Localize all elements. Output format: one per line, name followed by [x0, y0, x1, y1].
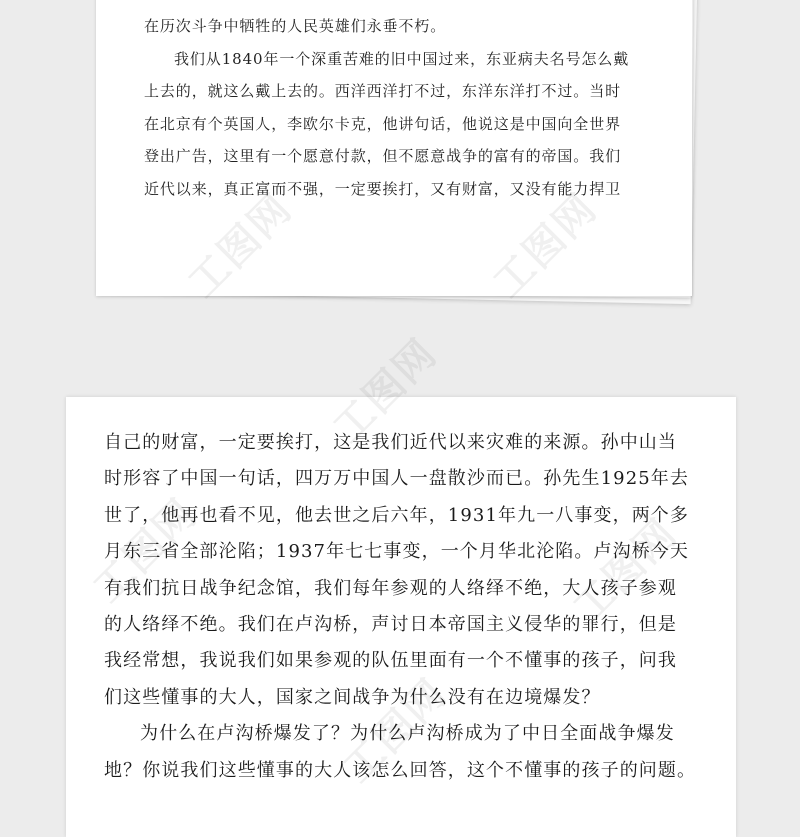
text-line: 月东三省全部沦陷；1937年七七事变，一个月华北沦陷。卢沟桥今天: [104, 541, 690, 563]
text-line: 我们从1840年一个深重苦难的旧中国过来，东亚病夫名号怎么戴: [174, 49, 630, 68]
top-document-text: [144, 10, 664, 206]
bottom-document-page: [66, 397, 736, 837]
text-line: 我经常想，我说我们如果参观的队伍里面有一个不懂事的孩子，问我: [104, 650, 677, 672]
text-line: 自己的财富，一定要挨打，这是我们近代以来灾难的来源。孙中山当: [104, 432, 677, 453]
top-document-page: [96, 0, 692, 296]
text-line: 的人络绎不绝。我们在卢沟桥，声讨日本帝国主义侵华的罪行，但是: [104, 614, 677, 636]
text-line: 世了，他再也看不见，他去世之后六年，1931年九一八事变，两个多: [104, 504, 690, 526]
text-line: 地？你说我们这些懂事的大人该怎么回答，这个不懂事的孩子的问题。: [104, 759, 697, 781]
text-line: 时形容了中国一句话，四万万中国人一盘散沙而已。孙先生1925年去: [104, 468, 690, 490]
text-line: 们这些懂事的大人，国家之间战争为什么没有在边境爆发？: [104, 686, 601, 708]
text-line: 在北京有个英国人，李欧尔卡克，他讲句话，他说这是中国向全世界: [144, 114, 622, 133]
text-line: 有我们抗日战争纪念馆，我们每年参观的人络绎不绝，大人孩子参观: [104, 577, 677, 599]
text-line: 在历次斗争中牺牲的人民英雄们永垂不朽。: [144, 17, 447, 35]
text-line: 近代以来，真正富而不强，一定要挨打，又有财富，又没有能力捍卫: [144, 179, 622, 198]
text-line: 登出广告，这里有一个愿意付款，但不愿意战争的富有的帝国。我们: [144, 147, 622, 166]
bottom-document-text: [104, 425, 700, 789]
watermark: 工图网: [324, 330, 447, 452]
text-line: 为什么在卢沟桥爆发了？为什么卢沟桥成为了中日全面战争爆发: [140, 723, 675, 745]
text-line: 上去的，就这么戴上去的。西洋西洋打不过，东洋东洋打不过。当时: [144, 82, 622, 101]
